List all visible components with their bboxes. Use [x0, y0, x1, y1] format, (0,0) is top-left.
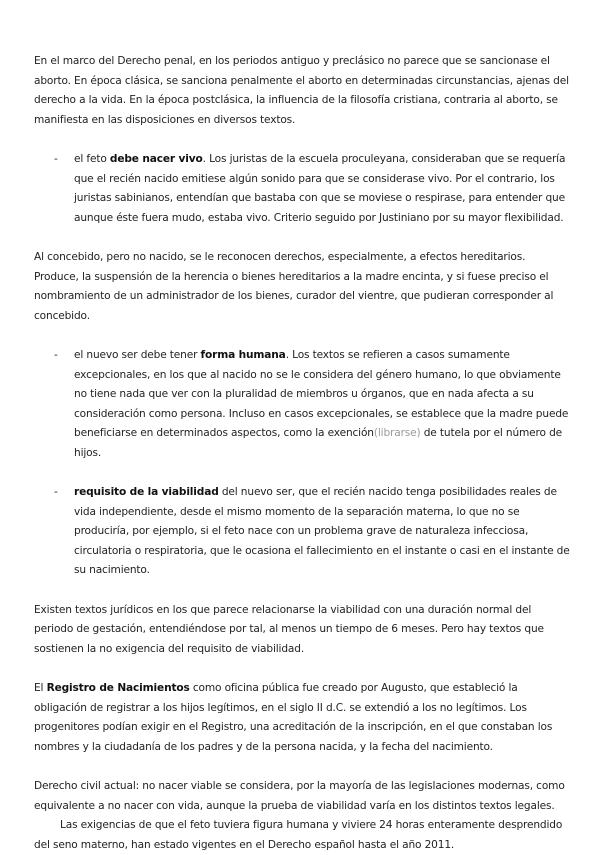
list-item-viabilidad: [34, 483, 572, 581]
list-item-nacer-vivo: [34, 150, 572, 228]
text-run: El: [34, 682, 47, 694]
paragraph-textos-juridicos: Existen textos jurídicos en los que parece relacionarse la viabilidad con una duración normal del periodo de gestación, entendiéndose por tal, al menos un tiempo de 6 meses. Pero hay textos que sostienen la no exigencia del requisito de viabilidad.: [34, 603, 544, 655]
text-run: del nuevo ser, que el recién nacido tenga posibilidades reales de vida independiente, desde el mismo momento de la separación materna, lo que no se produciría, por ejemplo, si el feto nace con un problema grave de naturaleza infecciosa, circulatoria o respiratoria, que le ocasiona el fallecimiento en el instante o casi en el instante de su nacimiento.: [74, 486, 570, 576]
text-run: el nuevo ser debe tener: [74, 349, 201, 361]
text-run: . Los textos se refieren a casos sumamente excepcionales, en los que al nacido no se le considera del género humano, lo que obviamente no tiene nada que ver con la pluralidad de miembros u órganos, que en nada afecta a su consideración como persona. Incluso en casos excepcionales, se establece que la madre puede beneficiarse en determinados aspectos, como la exención: [74, 349, 569, 439]
paragraph-derecho-civil: Derecho civil actual: no nacer viable se considera, por la mayoría de las legislaciones modernas, como equivalente a no nacer con vida, aunque la prueba de viabilidad varía en los distintos textos legales.: [34, 780, 565, 812]
dash-marker: -: [54, 486, 58, 498]
list-item-text: [74, 150, 572, 228]
list-item-forma-humana: [34, 346, 572, 463]
paragraph-concebido: Al concebido, pero no nacido, se le reconocen derechos, especialmente, a efectos hereditarios. Produce, la suspensión de la herencia o bienes hereditarios a la madre encinta, y si fuese preciso el nombramiento de un administrador de los bienes, curador del vientre, que pudieran corresponder al concebido.: [34, 251, 554, 322]
text-run: . Los juristas de la escuela proculeyana, consideraban que se requería que el recién nacido emitiese algún sonido para que se considerase vivo. Por el contrario, los juristas sabinianos, entendían que bastaba con que se moviese o respirase, para entender que aunque éste fuera mudo, estaba vivo. Criterio seguido por Justiniano por su mayor flexibilidad.: [74, 153, 566, 224]
bold-term-viabilidad: requisito de la viabilidad: [74, 486, 219, 498]
dash-marker: -: [54, 349, 58, 361]
bold-term-forma-humana: forma humana: [200, 349, 286, 361]
text-run: el feto: [74, 153, 110, 165]
annotation-librarse: (librarse): [373, 427, 421, 439]
paragraph-registro: [34, 679, 572, 757]
bold-term-nacer-vivo: debe nacer vivo: [109, 153, 203, 165]
bold-term-registro: Registro de Nacimientos: [46, 682, 190, 694]
paragraph-exigencias: Las exigencias de que el feto tuviera figura humana y viviere 24 horas enteramente desprendido del seno materno, han estado vigentes en el Derecho español hasta el año 2011.: [34, 819, 563, 851]
dash-marker: -: [54, 153, 58, 165]
list-item-text: [74, 483, 572, 581]
list-item-text: [74, 346, 572, 463]
text-run: de tutela por el número de hijos.: [74, 427, 563, 459]
text-run: como oficina pública fue creado por Augusto, que estableció la obligación de registrar a los hijos legítimos, en el siglo II d.C. se extendió a los no legítimos. Los progenitores podían exigir en el Registro, una acreditación de la inscripción, en el que constaban los nombres y la ciudadanía de los padres y de la persona nacida, y la fecha del nacimiento.: [34, 682, 553, 753]
paragraph-derecho-penal: En el marco del Derecho penal, en los periodos antiguo y preclásico no parece que se sancionase el aborto. En época clásica, se sanciona penalmente el aborto en determinadas circunstancias, ajenas del derecho a la vida. En la época postclásica, la influencia de la filosofía cristiana, contraria al aborto, se manifiesta en las disposiciones en diversos textos.: [34, 55, 569, 126]
